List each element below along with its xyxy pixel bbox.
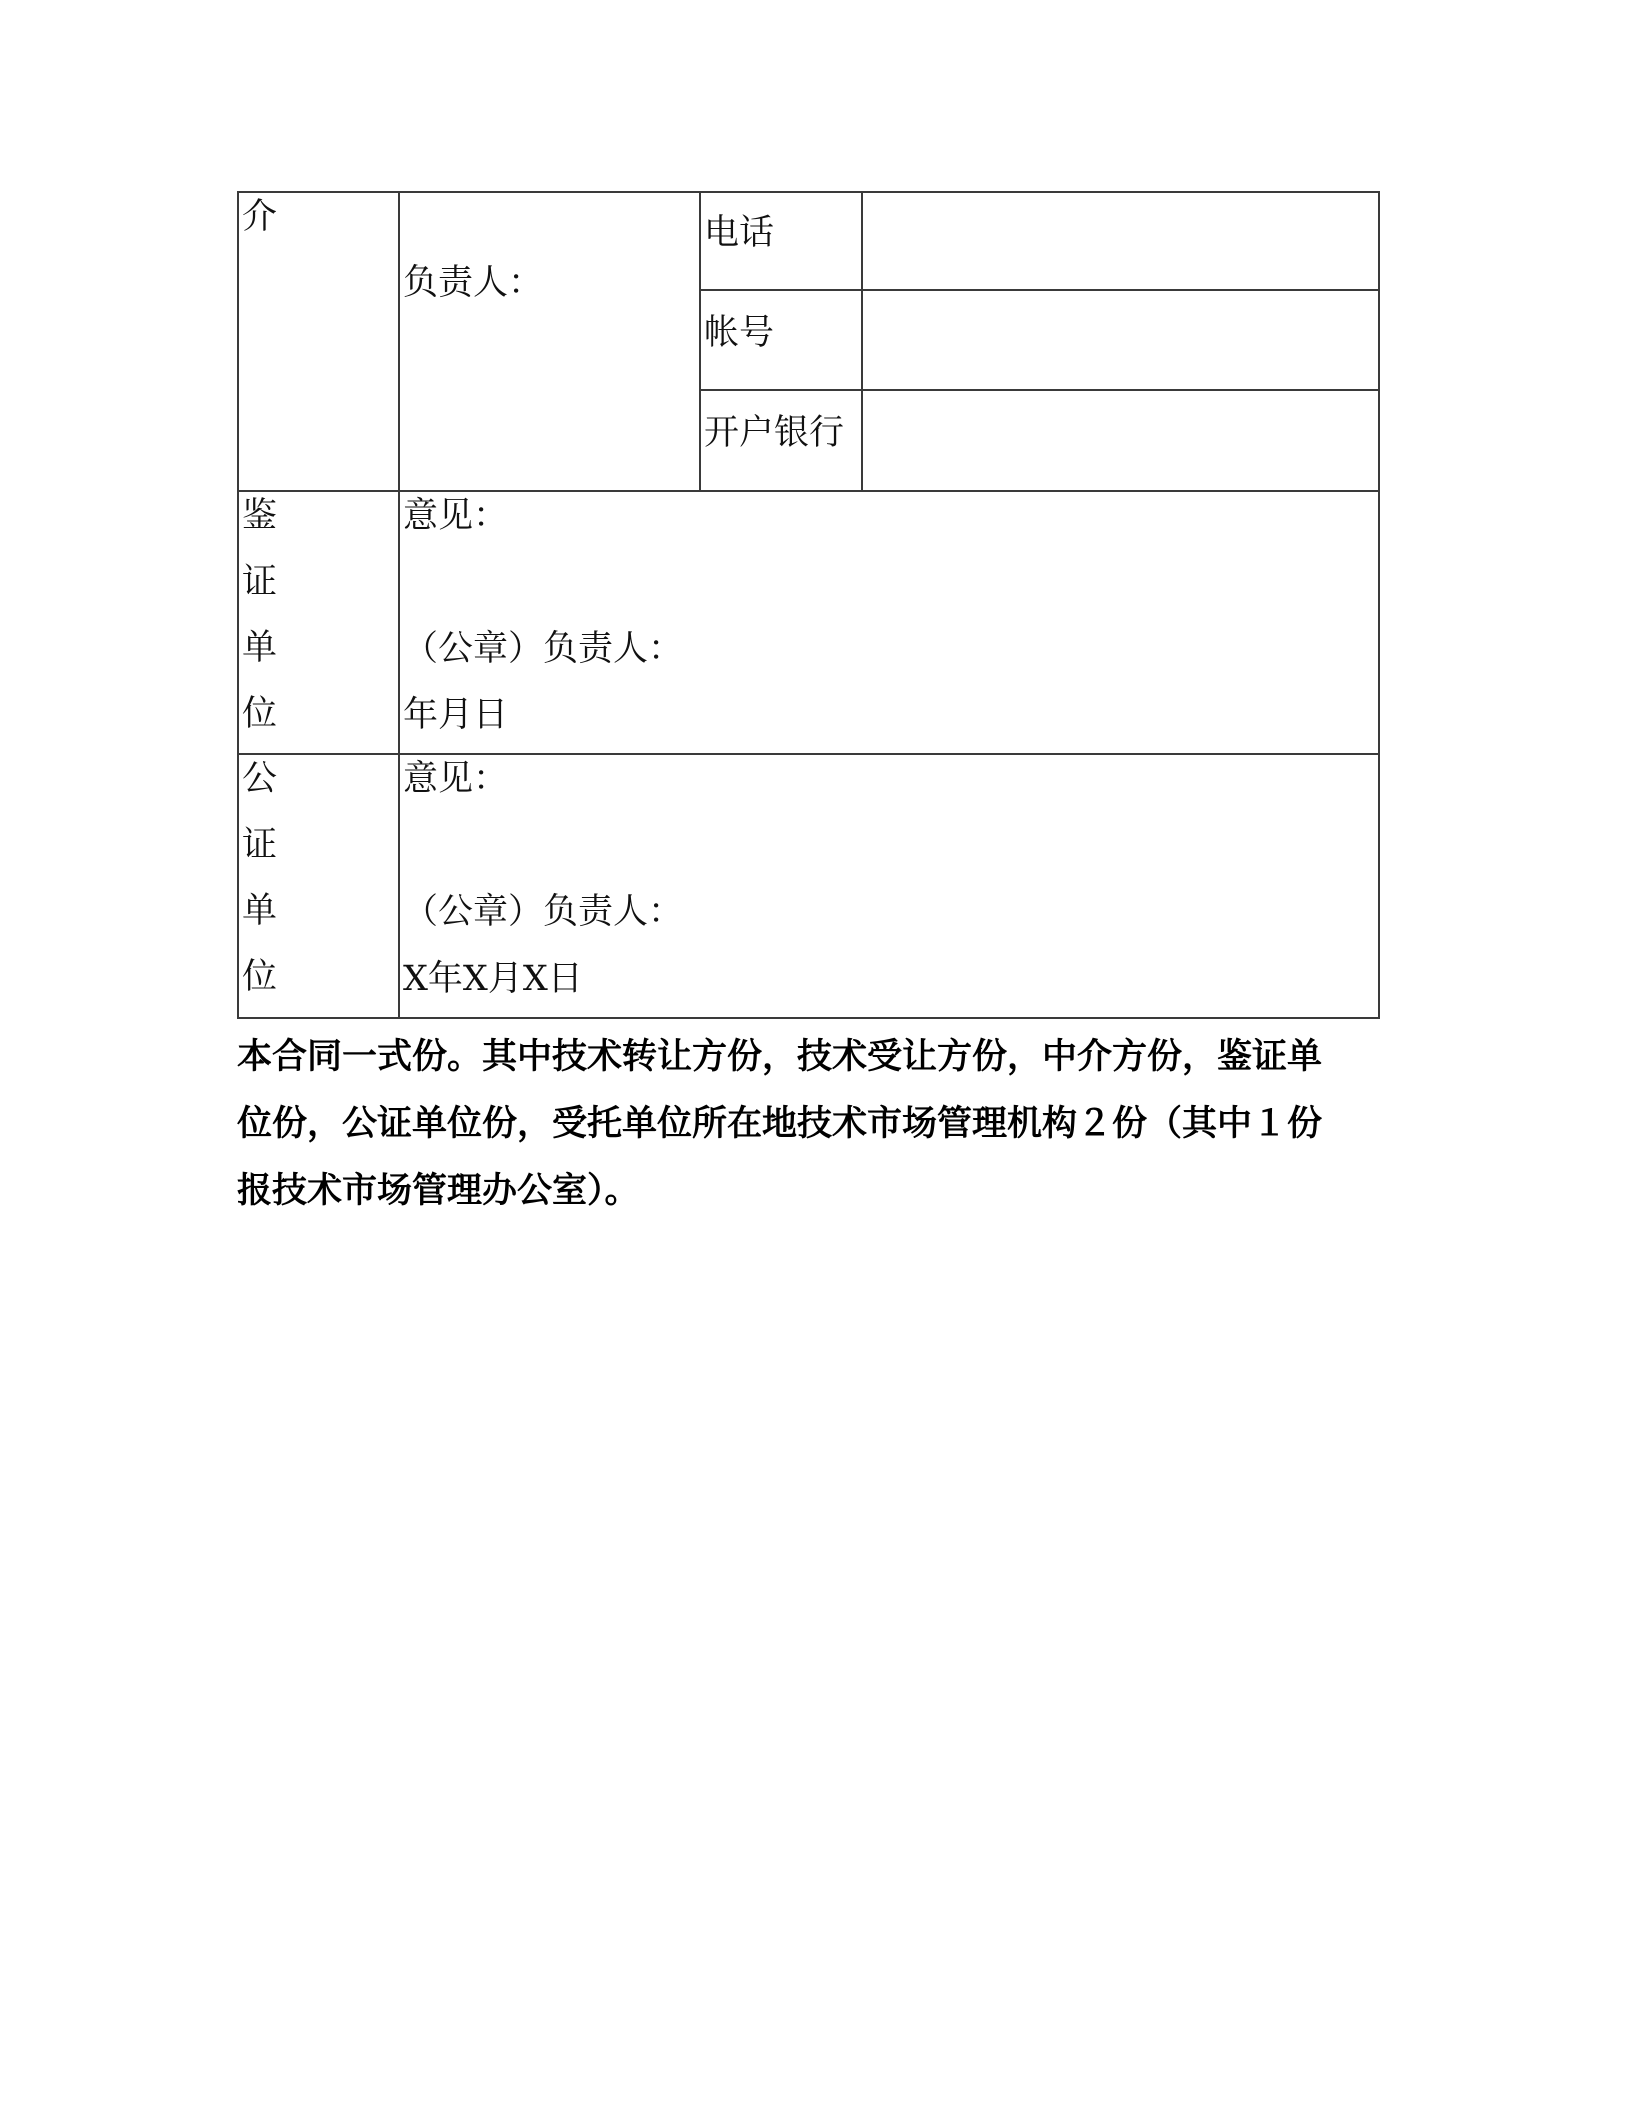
table-border-top	[237, 191, 1380, 193]
table-border-bottom	[237, 1017, 1380, 1019]
account-label: 帐号	[704, 313, 775, 353]
date-line: X年X月X日	[403, 959, 583, 999]
paragraph-line: 位份，公证单位份，受托单位所在地技术市场管理机构２份（其中１份	[237, 1104, 1323, 1144]
table-border-right	[1378, 191, 1380, 1019]
seal-responsible-line: （公章）负责人：	[403, 892, 684, 932]
opinion-label: 意见：	[403, 496, 509, 536]
table-row-divider	[237, 753, 1380, 755]
date-line: 年月日	[403, 695, 509, 735]
label-char: 证	[242, 825, 278, 865]
table-col-divider	[699, 191, 701, 491]
label-char: 证	[242, 562, 278, 602]
seal-responsible-line: （公章）负责人：	[403, 629, 684, 669]
label-char: 位	[242, 957, 278, 997]
phone-label: 电话	[704, 213, 775, 253]
row-label: 介	[242, 197, 278, 237]
label-char: 单	[242, 891, 278, 931]
table-row-divider	[699, 289, 1380, 291]
bank-label: 开户银行	[704, 413, 845, 453]
label-char: 公	[242, 759, 278, 799]
table-border-left	[237, 191, 239, 1019]
contract-copies-paragraph	[237, 1024, 1387, 1225]
table-col-divider	[398, 191, 400, 1019]
label-char: 鉴	[242, 496, 278, 536]
paragraph-line: 本合同一式份。其中技术转让方份，技术受让方份，中介方份，鉴证单	[237, 1037, 1323, 1077]
table-col-divider	[861, 191, 863, 491]
verification-unit-label	[242, 496, 277, 760]
table-row-divider	[237, 490, 1380, 492]
paragraph-line: 报技术市场管理办公室）。	[237, 1171, 640, 1211]
label-char: 单	[242, 628, 278, 668]
form-table	[237, 191, 1380, 1019]
label-char: 位	[242, 694, 278, 734]
notary-unit-label	[242, 759, 277, 1023]
responsible-person-label: 负责人：	[403, 263, 544, 303]
opinion-label: 意见：	[403, 759, 509, 799]
table-row-divider	[699, 389, 1380, 391]
